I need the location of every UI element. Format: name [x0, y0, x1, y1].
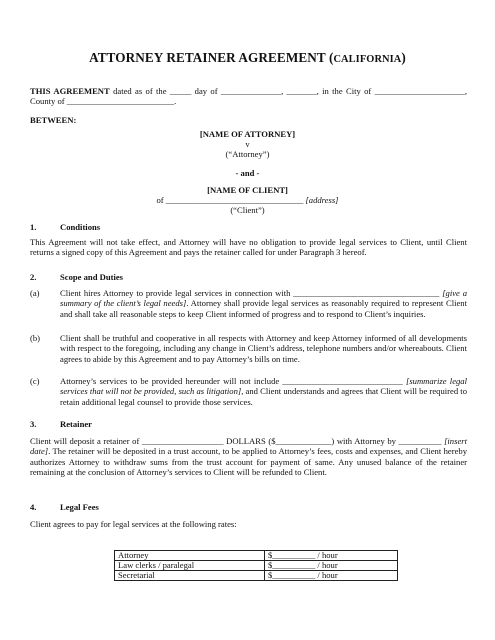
clause-2b-label: (b)	[30, 333, 41, 343]
clause-2a-part2: . Attorney shall provide legal services as reasonably required to represent Client and shall take all reasonable steps to keep Client informed of progress and to respond to Client’s inquiries.	[60, 298, 467, 319]
title-main: ATTORNEY RETAINER AGREEMENT (	[89, 50, 334, 65]
and-separator: - and -	[235, 168, 260, 178]
client-name: [NAME OF CLIENT]	[207, 185, 288, 195]
section-3-text	[30, 436, 467, 478]
rate-value: $__________ / hour	[265, 551, 398, 561]
section-3-number: 3.	[30, 419, 37, 429]
clause-2c-part2: , and Client understands and agrees that Client will be required to retain additional legal counsel to provide those services.	[60, 386, 467, 407]
section-1-text: This Agreement will not take effect, and Attorney will have no obligation to provide legal services to Client, until Client returns a signed copy of this Agreement and pays the retainer called for under Paragraph 3 hereof.	[30, 237, 467, 258]
attorney-name: [NAME OF ATTORNEY]	[199, 129, 296, 139]
clause-2a-placeholder: [give a summary of the client’s legal needs]	[60, 288, 467, 309]
title-end: )	[401, 50, 406, 65]
rate-role: Secretarial	[115, 571, 265, 581]
clause-2c-part1: Attorney’s services to be provided hereunder will not include ____________________________	[60, 376, 406, 386]
clause-2c-label: (c)	[30, 376, 40, 386]
title-smallcaps: CALIFORNIA	[333, 54, 402, 65]
client-address-placeholder: [address]	[305, 195, 339, 205]
section-4-number: 4.	[30, 502, 37, 512]
section-2-title: Scope and Duties	[60, 272, 124, 282]
clause-2a-label: (a)	[30, 288, 40, 298]
section-1-number: 1.	[30, 222, 37, 232]
table-row	[115, 571, 398, 581]
client-definition: (“Client”)	[230, 205, 265, 215]
rate-role: Law clerks / paralegal	[115, 561, 265, 571]
clause-2c-placeholder: [summarize legal services that will not be provided, such as litigation]	[60, 376, 467, 397]
clause-2c-text	[60, 376, 467, 407]
section-3-title: Retainer	[60, 419, 92, 429]
intro-paragraph	[30, 86, 467, 107]
section-3-part2: . The retainer will be deposited in a trust account, to be applied to Attorney’s fees, costs and expenses, and Client hereby authorizes Attorney to withdraw sums from the trust account for payment of same. Any unused balance of the retainer remaining at the conclusion of Attorney’s services to Client will be refunded to Client.	[30, 446, 467, 478]
between-label: BETWEEN:	[30, 115, 77, 125]
intro-lead: THIS AGREEMENT	[30, 86, 110, 96]
clause-2a-text	[60, 288, 467, 319]
rates-table	[114, 550, 398, 581]
section-2-number: 2.	[30, 272, 37, 282]
document-title	[0, 50, 495, 65]
rate-value: $__________ / hour	[265, 561, 398, 571]
rate-role: Attorney	[115, 551, 265, 561]
clause-2a-part1: Client hires Attorney to provide legal services in connection with __________________________________	[60, 288, 443, 298]
section-4-title: Legal Fees	[60, 502, 99, 512]
clause-2b-text: Client shall be truthful and cooperative in all respects with Attorney and keep Attorney informed of all developments with respect to the foregoing, including any change in Client’s address, telephone numbers and/or whereabouts. Client agrees to abide by this Agreement and to pay Attorney’s bills on time.	[60, 333, 467, 364]
section-4-text: Client agrees to pay for legal services at the following rates:	[30, 519, 237, 529]
table-row	[115, 551, 398, 561]
table-row	[115, 561, 398, 571]
section-1-title: Conditions	[60, 222, 101, 232]
attorney-definition: (“Attorney”)	[225, 149, 270, 159]
section-3-date-placeholder: [insert date]	[30, 436, 467, 457]
rate-value: $__________ / hour	[265, 571, 398, 581]
intro-text: dated as of the _____ day of ______________, _______, in the City of _____________________, County of _________________________.	[30, 86, 467, 107]
client-of-prefix: of ________________________________	[156, 195, 306, 205]
client-address-line	[0, 195, 495, 205]
versus-label: v	[245, 139, 250, 149]
section-3-part1: Client will deposit a retainer of ___________________ DOLLARS ($_____________) with Attorney by __________	[30, 436, 445, 446]
